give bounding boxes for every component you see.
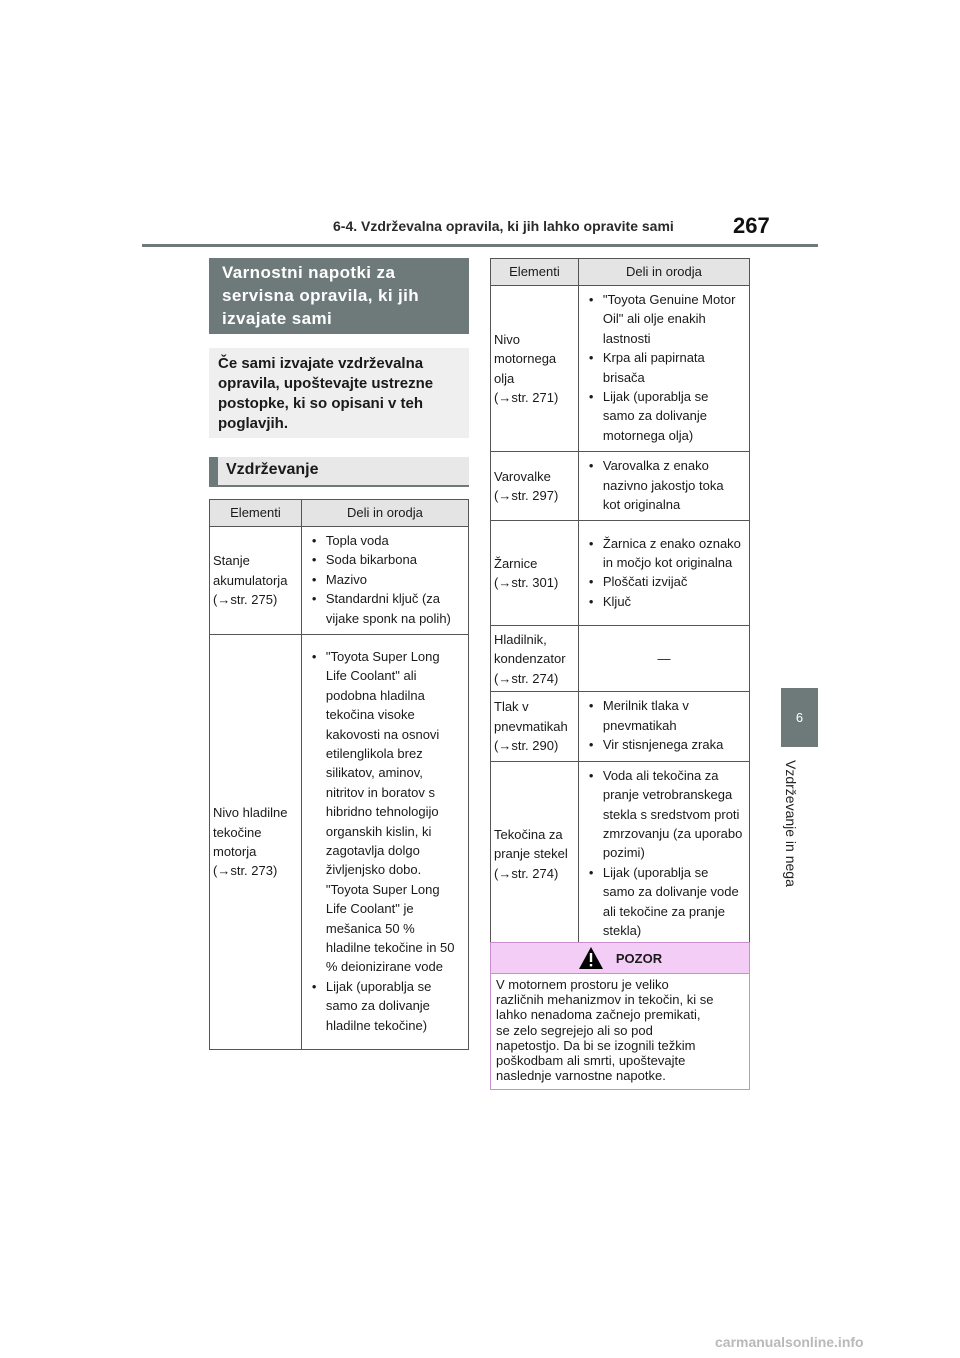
table-row bbox=[491, 761, 750, 947]
element-line: tekočine bbox=[213, 824, 262, 840]
warning-line: V motornem prostoru je veliko bbox=[496, 977, 669, 992]
list-item: • Topla voda bbox=[308, 531, 462, 550]
element-cell bbox=[491, 692, 579, 761]
warning-title: POZOR bbox=[615, 950, 663, 966]
intro-line: opravila, upoštevajte ustrezne bbox=[218, 375, 434, 392]
column-header-elements: Elementi bbox=[491, 259, 579, 286]
element-line: (→str. 271) bbox=[494, 390, 559, 406]
tools-cell bbox=[578, 286, 749, 452]
title-line: servisna opravila, ki jih bbox=[222, 286, 420, 305]
element-line: Tlak v bbox=[494, 699, 529, 715]
warning-line: poškodbam ali smrti, upoštevajte bbox=[496, 1053, 686, 1069]
column-header-tools: Deli in orodja bbox=[301, 500, 468, 527]
element-line: Hladilnik, bbox=[494, 631, 547, 647]
element-cell bbox=[491, 626, 579, 692]
element-line: Nivo bbox=[494, 331, 521, 347]
title-line: izvajate sami bbox=[222, 309, 333, 328]
list-item: • Lijak (uporablja se samo za dolivanje motornega olja) bbox=[585, 387, 743, 445]
element-line: Tekočina za bbox=[494, 826, 563, 842]
table-row bbox=[491, 286, 750, 452]
title-line: Varnostni napotki za bbox=[222, 263, 396, 282]
tools-cell bbox=[301, 527, 468, 635]
list-item: • Lijak (uporablja se samo za dolivanje vode ali tekočine za pranje stekla) bbox=[585, 863, 743, 941]
element-line: motornega bbox=[494, 351, 557, 367]
intro-line: poglavjih. bbox=[218, 415, 289, 432]
section-heading: Vzdrževanje bbox=[209, 457, 469, 487]
chapter-tab[interactable] bbox=[781, 688, 818, 747]
list-item: • Krpa ali papirnata brisača bbox=[585, 348, 743, 387]
element-line: pranje stekel bbox=[494, 846, 568, 862]
table-row bbox=[491, 626, 750, 692]
intro-line: postopke, ki so opisani v teh bbox=[218, 395, 424, 412]
list-item: • Lijak (uporablja se samo za dolivanje hladilne tekočine) bbox=[308, 977, 462, 1035]
footer-watermark: carmanualsonline.info bbox=[715, 1334, 864, 1350]
table-row bbox=[491, 452, 750, 521]
maintenance-table-left bbox=[209, 499, 469, 1050]
column-header-elements: Elementi bbox=[210, 500, 302, 527]
warning-line: napetostjo. Da bi se izognili težkim bbox=[496, 1037, 696, 1053]
table-row bbox=[491, 521, 750, 626]
element-line: (→str. 274) bbox=[494, 865, 559, 881]
dash-mark: — bbox=[657, 651, 671, 667]
element-cell bbox=[491, 521, 579, 626]
tools-cell bbox=[578, 761, 749, 947]
list-item: • Žarnica z enako oznako in močjo kot originalna bbox=[585, 534, 743, 573]
empty-tools-cell bbox=[578, 626, 749, 692]
element-line: akumulatorja bbox=[213, 572, 288, 588]
chapter-number: 6 bbox=[795, 710, 804, 725]
warning-header bbox=[491, 943, 749, 974]
element-line: motorja bbox=[213, 844, 257, 860]
element-line: kondenzator bbox=[494, 651, 566, 667]
element-line: (→str. 290) bbox=[494, 738, 559, 754]
element-cell bbox=[491, 286, 579, 452]
element-cell bbox=[210, 527, 302, 635]
warning-line: lahko nenadoma začnejo premikati, bbox=[496, 1007, 701, 1023]
element-line: (→str. 301) bbox=[494, 575, 559, 591]
element-line: (→str. 274) bbox=[494, 670, 559, 686]
column-header-tools: Deli in orodja bbox=[578, 259, 749, 286]
warning-line: različnih mehanizmov in tekočin, ki se bbox=[496, 992, 714, 1008]
list-item: • Ploščati izvijač bbox=[585, 572, 743, 591]
list-item: • Mazivo bbox=[308, 570, 462, 589]
list-item: • "Toyota Genuine Motor Oil" ali olje enakih lastnosti bbox=[585, 290, 743, 348]
tools-cell bbox=[578, 692, 749, 761]
intro-box bbox=[209, 348, 469, 438]
list-item: • Varovalka z enako nazivno jakostjo toka kot originalna bbox=[585, 456, 743, 514]
table-row bbox=[210, 527, 469, 635]
page-number: 267 bbox=[733, 213, 770, 238]
element-line: (→str. 275) bbox=[213, 592, 278, 608]
warning-line: se zelo segrejejo ali so pod bbox=[496, 1022, 653, 1038]
element-cell bbox=[491, 761, 579, 947]
tools-cell bbox=[578, 521, 749, 626]
list-item: • Voda ali tekočina za pranje vetrobranskega stekla s sredstvom proti zmrzovanju (za uporabo pozimi) bbox=[585, 766, 743, 863]
element-line: Stanje bbox=[213, 553, 250, 569]
list-item: • Vir stisnjenega zraka bbox=[585, 735, 743, 754]
warning-line: naslednje varnostne napotke. bbox=[496, 1068, 666, 1084]
table-row bbox=[491, 692, 750, 761]
warning-text bbox=[491, 974, 749, 1086]
maintenance-table-right bbox=[490, 258, 750, 947]
list-item: • Merilnik tlaka v pnevmatikah bbox=[585, 696, 743, 735]
element-line: olja bbox=[494, 370, 515, 386]
element-line: Žarnice bbox=[494, 556, 538, 572]
header-rule bbox=[142, 244, 818, 247]
list-item: • Soda bikarbona bbox=[308, 550, 462, 569]
chapter-label: Vzdrževanje in nega bbox=[783, 760, 799, 887]
warning-triangle-icon bbox=[578, 946, 604, 970]
element-line: Nivo hladilne bbox=[213, 805, 288, 821]
list-item: • Ključ bbox=[585, 592, 743, 611]
tools-cell bbox=[578, 452, 749, 521]
warning-box bbox=[490, 942, 750, 1090]
table-row bbox=[210, 635, 469, 1050]
element-cell bbox=[210, 635, 302, 1050]
element-line: Varovalke bbox=[494, 468, 551, 484]
element-line: pnevmatikah bbox=[494, 718, 568, 734]
intro-line: Če sami izvajate vzdrževalna bbox=[218, 355, 424, 372]
element-line: (→str. 273) bbox=[213, 863, 278, 879]
element-cell bbox=[491, 452, 579, 521]
title-box bbox=[209, 258, 469, 334]
section-title: 6-4. Vzdrževalna opravila, ki jih lahko opravite sami bbox=[333, 218, 674, 234]
element-line: (→str. 297) bbox=[494, 488, 559, 504]
tools-cell bbox=[301, 635, 468, 1050]
list-item: • "Toyota Super Long Life Coolant" ali podobna hladilna tekočina visoke kakovosti na osnovi etilenglikola brez silikatov, aminov, nitritov in boratov s hibridno tehnologijo organskih kislin, ki zagotavlja dolgo življenjsko dobo. "Toyota Super Long Life Coolant" je mešanica 50 % hladilne tekočine in 50 % deionizirane vode bbox=[308, 647, 462, 977]
list-item: • Standardni ključ (za vijake sponk na polih) bbox=[308, 589, 462, 628]
